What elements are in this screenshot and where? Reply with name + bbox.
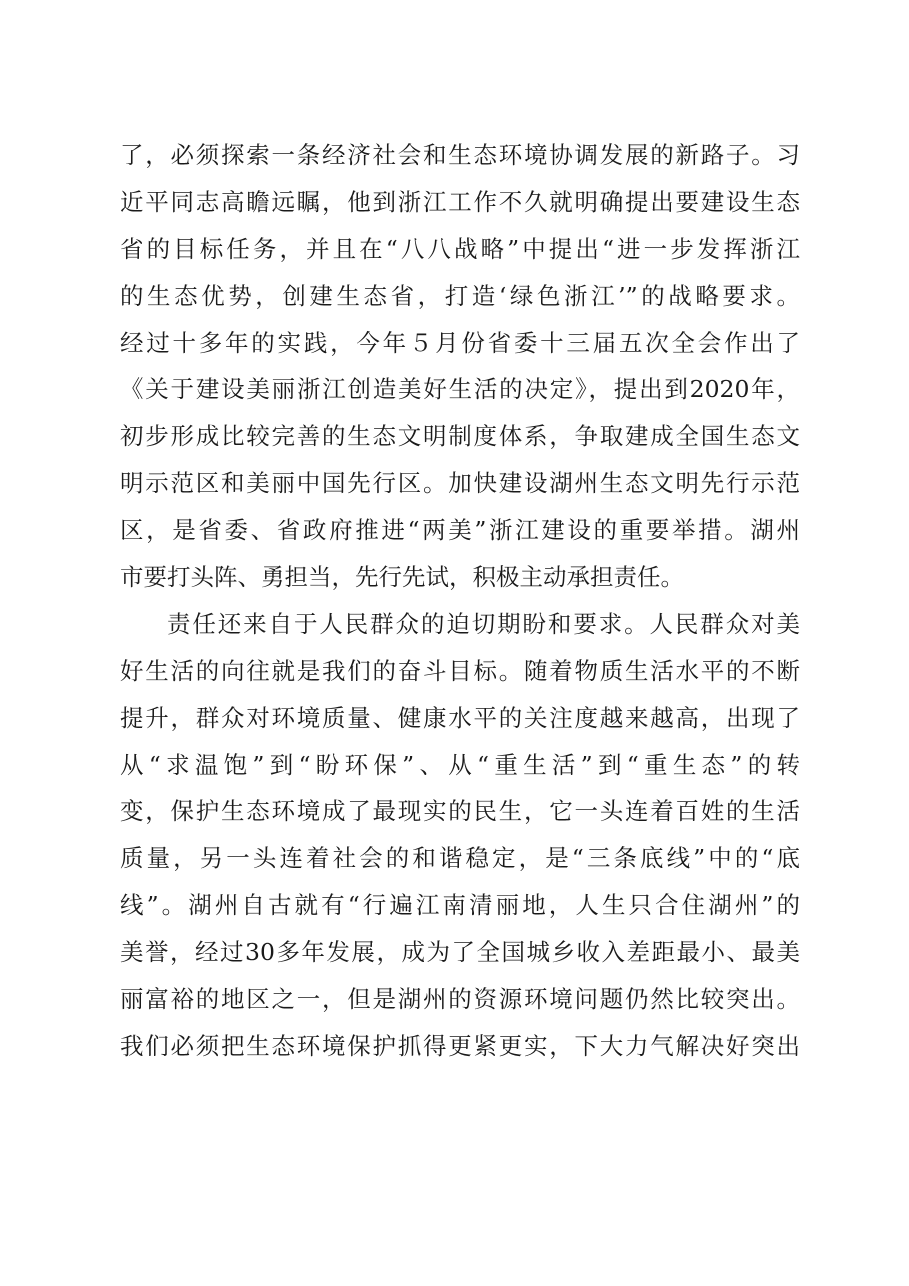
text-line: 明示范区和美丽中国先行区。加快建设湖州生态文明先行示范 <box>120 469 800 498</box>
text-line: 变，保护生态环境成了最现实的民生，它一头连着百姓的生活 <box>120 797 800 826</box>
text-line: 好生活的向往就是我们的奋斗目标。随着物质生活水平的不断 <box>120 656 800 685</box>
text-line: 的生态优势，创建生态省，打造‘绿色浙江’”的战略要求。 <box>120 281 800 310</box>
text-line: 质量，另一头连着社会的和谐稳定，是“三条底线”中的“底 <box>120 844 800 873</box>
text-line: 省的目标任务，并且在“八八战略”中提出“进一步发挥浙江 <box>120 234 800 263</box>
text-line: 线”。湖州自古就有“行遍江南清丽地，人生只合住湖州”的 <box>120 891 800 920</box>
text-line: 近平同志高瞻远瞩，他到浙江工作不久就明确提出要建设生态 <box>120 187 800 216</box>
text-line: 初步形成比较完善的生态文明制度体系，争取建成全国生态文 <box>120 422 800 451</box>
text-line: 我们必须把生态环境保护抓得更紧更实，下大力气解决好突出 <box>120 1031 800 1060</box>
text-line: 从“求温饱”到“盼环保”、从“重生活”到“重生态”的转 <box>120 750 800 779</box>
text-line: 美誉，经过30多年发展，成为了全国城乡收入差距最小、最美 <box>120 938 800 967</box>
text-line: 提升，群众对环境质量、健康水平的关注度越来越高，出现了 <box>120 703 800 732</box>
text-line: 《关于建设美丽浙江创造美好生活的决定》，提出到2020年， <box>120 375 800 404</box>
text-line: 经过十多年的实践，今年５月份省委十三届五次全会作出了 <box>120 328 800 357</box>
text-line: 丽富裕的地区之一，但是湖州的资源环境问题仍然比较突出。 <box>120 985 800 1014</box>
text-line: 区，是省委、省政府推进“两美”浙江建设的重要举措。湖州 <box>120 516 800 545</box>
text-line: 市要打头阵、勇担当，先行先试，积极主动承担责任。 <box>120 563 684 592</box>
text-line: 责任还来自于人民群众的迫切期盼和要求。人民群众对美 <box>167 609 800 638</box>
body-text <box>120 132 800 1070</box>
text-line: 了，必须探索一条经济社会和生态环境协调发展的新路子。习 <box>120 141 800 169</box>
